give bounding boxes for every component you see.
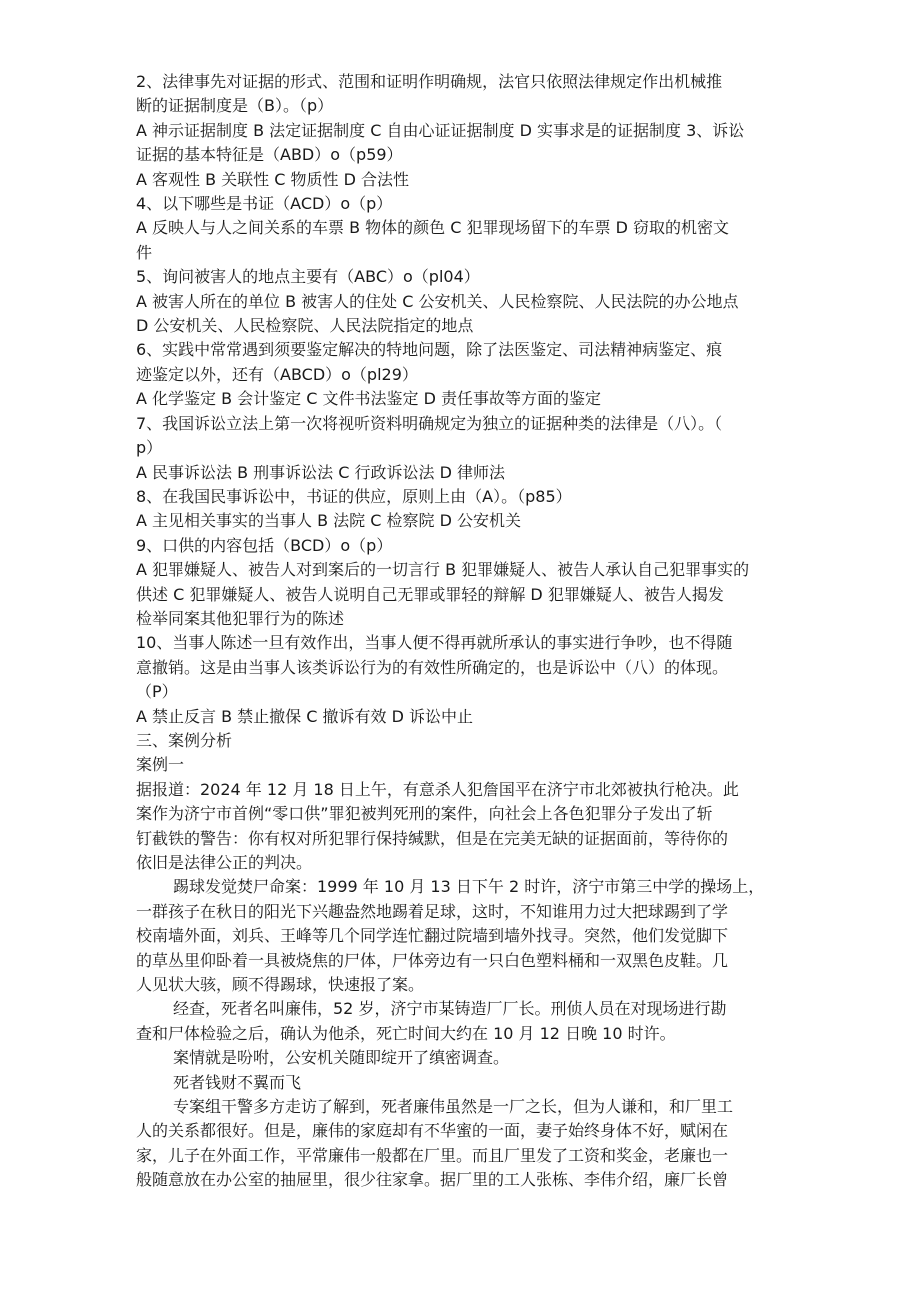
text-line: 校南墙外面，刘兵、王峰等几个同学连忙翻过院墙到墙外找寻。突然，他们发觉脚下	[136, 926, 729, 946]
text-line: 6、实践中常常遇到须要鉴定解决的特地问题，除了法医鉴定、司法精神病鉴定、痕	[136, 340, 723, 360]
text-line: 查和尸体检验之后，确认为他杀，死亡时间大约在 10 月 12 日晚 10 时许。	[136, 1023, 676, 1043]
text-line: 2、法律事先对证据的形式、范围和证明作明确规，法官只依照法律规定作出机械推	[136, 72, 723, 91]
text-line: A 被害人所在的单位 B 被害人的住处 C 公安机关、人民检察院、人民法院的办公地点	[136, 291, 739, 311]
text-line: p）	[136, 438, 163, 458]
text-line: A 民事诉讼法 B 刑事诉讼法 C 行政诉讼法 D 律师法	[136, 462, 506, 482]
text-line: 人见状大骇，顾不得踢球，快速报了案。	[136, 975, 425, 995]
section-heading: 三、案例分析	[136, 730, 233, 750]
text-line: 案作为济宁市首例“零口供”罪犯被判死刑的案件，向社会上各色犯罪分子发出了斩	[136, 804, 713, 824]
text-line: 4、以下哪些是书证（ACD）o（p）	[136, 194, 393, 214]
text-line: 意撤销。这是由当事人该类诉讼行为的有效性所确定的，也是诉讼中（八）的体现。	[136, 657, 729, 677]
subheading: 死者钱财不翼而飞	[173, 1072, 302, 1092]
text-line: 8、在我国民事诉讼中，书证的供应，原则上由（A）。（p85）	[136, 486, 572, 506]
text-line: A 客观性 B 关联性 C 物质性 D 合法性	[136, 169, 410, 189]
text-line: 迹鉴定以外，还有（ABCD）o（pl29）	[136, 364, 418, 384]
text-line: 7、我国诉讼立法上第一次将视听资料明确规定为独立的证据种类的法律是（八）。（	[136, 413, 723, 433]
text-line: 依旧是法律公正的判决。	[136, 853, 313, 872]
text-line: A 神示证据制度 B 法定证据制度 C 自由心证证据制度 D 实事求是的证据制度 3、诉讼	[136, 120, 745, 140]
text-line: A 禁止反言 B 禁止撤保 C 撤诉有效 D 诉讼中止	[136, 706, 474, 726]
document-body	[136, 70, 776, 1193]
text-line: 件	[136, 242, 153, 262]
text-line: 10、当事人陈述一旦有效作出，当事人便不得再就所承认的事实进行争吵，也不得随	[136, 633, 733, 653]
text-line: A 主见相关事实的当事人 B 法院 C 检察院 D 公安机关	[136, 511, 522, 531]
text-line: 检举同案其他犯罪行为的陈述	[136, 608, 345, 628]
text-line: 证据的基本特征是（ABD）o（p59）	[136, 145, 403, 165]
text-line: 钉截铁的警告：你有权对所犯罪行保持缄默，但是在完美无缺的证据面前，等待你的	[136, 828, 729, 848]
text-line: A 反映人与人之间关系的车票 B 物体的颜色 C 犯罪现场留下的车票 D 窃取的机密文	[136, 218, 730, 238]
text-line: 踢球发觉焚尸命案：1999 年 10 月 13 日下午 2 时许，济宁市第三中学的操场上，	[173, 877, 765, 897]
text-line: 断的证据制度是（B）。（p）	[136, 96, 334, 116]
text-line: 家，儿子在外面工作，平常廉伟一般都在厂里。而且厂里发了工资和奖金，老廉也一	[136, 1145, 729, 1165]
text-line: A 化学鉴定 B 会计鉴定 C 文件书法鉴定 D 责任事故等方面的鉴定	[136, 389, 602, 409]
text-line: 供述 C 犯罪嫌疑人、被告人说明自己无罪或罪轻的辩解 D 犯罪嫌疑人、被告人揭发	[136, 584, 724, 604]
text-line: 9、口供的内容包括（BCD）o（p）	[136, 535, 393, 555]
text-line: 人的关系都很好。但是，廉伟的家庭却有不华蜜的一面，妻子始终身体不好，赋闲在	[136, 1121, 729, 1141]
text-line: 案情就是吩咐，公安机关随即绽开了缜密调查。	[173, 1048, 510, 1068]
text-line: （P）	[136, 682, 178, 702]
text-line: 般随意放在办公室的抽屉里，很少往家拿。据厂里的工人张栋、李伟介绍，廉厂长曾	[136, 1170, 729, 1190]
text-line: 专案组干警多方走访了解到，死者廉伟虽然是一厂之长，但为人谦和，和厂里工	[173, 1097, 734, 1117]
text-line: 的草丛里仰卧着一具被烧焦的尸体，尸体旁边有一只白色塑料桶和一双黑色皮鞋。几	[136, 950, 729, 970]
text-line: 经查，死者名叫廉伟，52 岁，济宁市某铸造厂厂长。刑侦人员在对现场进行勘	[173, 999, 727, 1019]
text-line: 5、询问被害人的地点主要有（ABC）o（pl04）	[136, 267, 480, 287]
text-line: 据报道：2024 年 12 月 18 日上午，有意杀人犯詹国平在济宁市北郊被执行枪决。此	[136, 779, 739, 799]
text-line: A 犯罪嫌疑人、被告人对到案后的一切言行 B 犯罪嫌疑人、被告人承认自己犯罪事实的	[136, 560, 750, 580]
text-line: D 公安机关、人民检察院、人民法院指定的地点	[136, 316, 474, 336]
text-line: 一群孩子在秋日的阳光下兴趣盎然地踢着足球，这时，不知谁用力过大把球踢到了学	[136, 901, 729, 921]
case-heading: 案例一	[136, 755, 185, 775]
